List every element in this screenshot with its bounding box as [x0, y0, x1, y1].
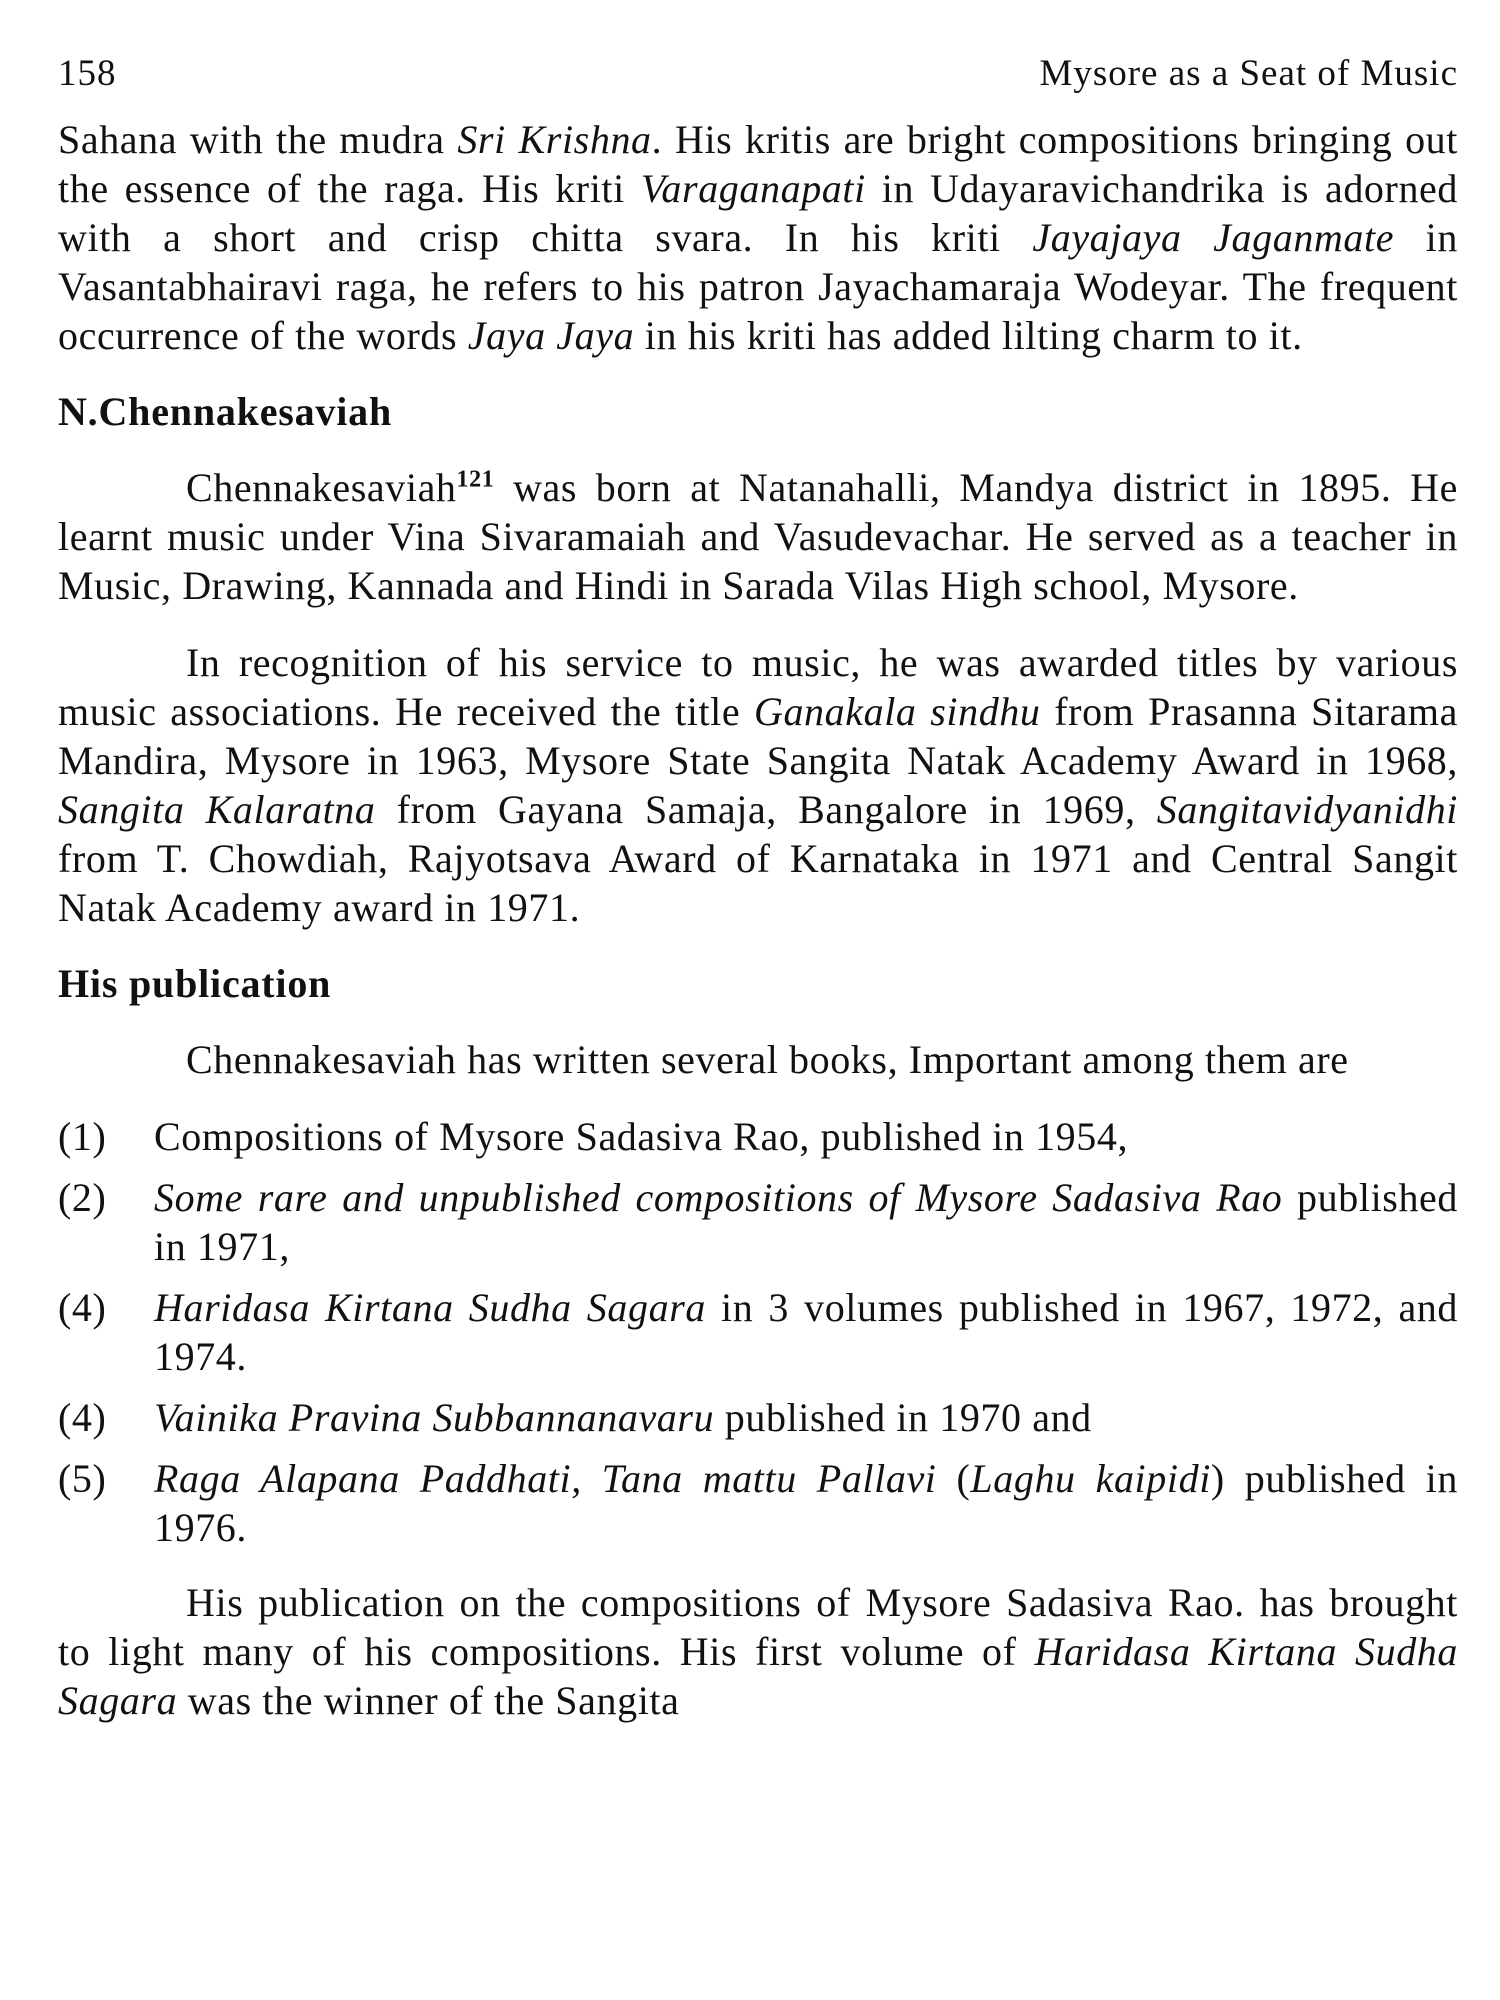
text-run: in his kriti has added lilting charm to it. — [634, 313, 1303, 358]
list-number: (2) — [58, 1175, 107, 1220]
section-heading-publication: His publication — [58, 961, 332, 1006]
text-run: in Udayaravichandrika is adorned with a short and crisp chitta svara. In his kriti — [58, 166, 1458, 260]
italic-run: Jayajaya Jaganmate — [1032, 215, 1395, 260]
text-run: His publication on the compositions of Mysore Sadasiva Rao. has brought to light many of his compositions. His first volume of — [58, 1580, 1458, 1674]
list-text — [154, 1454, 1458, 1552]
text-run: in 3 volumes published in 1967, 1972, and 1974. — [154, 1285, 1458, 1379]
text-run: was the winner of the Sangita — [177, 1678, 680, 1723]
italic-run: Ganakala sindhu — [753, 689, 1041, 734]
text-run: Compositions of Mysore Sadasiva Rao, published in 1954, — [154, 1114, 1129, 1159]
text-run: from T. Chowdiah, Rajyotsava Award of Karnataka in 1971 and Central Sangit Natak Academy award in 1971. — [58, 836, 1458, 930]
book-list — [58, 1112, 1458, 1552]
running-header — [58, 52, 1458, 95]
list-number: (1) — [58, 1114, 107, 1159]
section-heading-chennakesaviah: N.Chennakesaviah — [58, 389, 392, 434]
list-number: (4) — [58, 1395, 107, 1440]
italic-run: Raga Alapana Paddhati, Tana mattu Pallavi — [154, 1456, 937, 1501]
list-text — [154, 1173, 1458, 1271]
text-run: Chennakesaviah — [186, 465, 457, 510]
italic-run: Sangitavidyanidhi — [1156, 787, 1459, 832]
list-item — [58, 1112, 1458, 1161]
paragraph-awards — [58, 638, 1458, 932]
text-run: In recognition of his service to music, he was awarded titles by various music associations. He received the title — [58, 640, 1458, 734]
text-run: was born at Natanahalli, Mandya district in 1895. He learnt music under Vina Sivaramaiah and Vasudevachar. He served as a teacher in Music, Drawing, Kannada and Hindi in Sarada Vilas High school, Mysore. — [58, 465, 1458, 608]
paragraph-books-intro: Chennakesaviah has written several books, Important among them are — [186, 1037, 1349, 1082]
paragraph-publication-impact — [58, 1578, 1458, 1725]
list-text — [154, 1112, 1458, 1161]
italic-run: Laghu kaipidi — [970, 1456, 1211, 1501]
italic-run: Haridasa Kirtana Sudha Sagara — [154, 1285, 706, 1330]
text-run: published in 1971, — [154, 1175, 1458, 1269]
list-item — [58, 1173, 1458, 1271]
text-run: from Prasanna Sitarama Mandira, Mysore in 1963, Mysore State Sangita Natak Academy Award in 1968, — [58, 689, 1458, 783]
list-item — [58, 1283, 1458, 1381]
text-run: . His kritis are bright compositions bringing out the essence of the raga. His kriti — [58, 117, 1458, 211]
book-page — [58, 52, 1458, 1753]
text-run: Sahana with the mudra — [58, 117, 458, 162]
text-run: ) published in 1976. — [154, 1456, 1458, 1550]
list-text — [154, 1393, 1458, 1442]
list-text — [154, 1283, 1458, 1381]
running-title: Mysore as a Seat of Music — [1039, 53, 1458, 94]
list-item — [58, 1454, 1458, 1552]
paragraph-sahana — [58, 115, 1458, 360]
list-item — [58, 1393, 1458, 1442]
text-run: in Vasantabhairavi raga, he refers to his patron Jayachamaraja Wodeyar. The frequent occurrence of the words — [58, 215, 1459, 358]
footnote-ref: 121 — [456, 466, 495, 493]
italic-run: Vainika Pravina Subbannanavaru — [154, 1395, 715, 1440]
italic-run: Sri Krishna — [457, 117, 652, 162]
page-number: 158 — [58, 53, 117, 94]
italic-run: Some rare and unpublished compositions of Mysore Sadasiva Rao — [154, 1175, 1283, 1220]
text-run: ( — [936, 1456, 971, 1501]
italic-run: Jaya Jaya — [467, 313, 635, 358]
text-run: published in 1970 and — [714, 1395, 1092, 1440]
text-run: from Gayana Samaja, Bangalore in 1969, — [375, 787, 1157, 832]
list-number: (4) — [58, 1285, 107, 1330]
list-number: (5) — [58, 1456, 107, 1501]
italic-run: Haridasa Kirtana Sudha Sagara — [58, 1629, 1458, 1723]
italic-run: Varaganapati — [640, 166, 866, 211]
italic-run: Sangita Kalaratna — [58, 787, 376, 832]
paragraph-biography — [58, 463, 1458, 610]
